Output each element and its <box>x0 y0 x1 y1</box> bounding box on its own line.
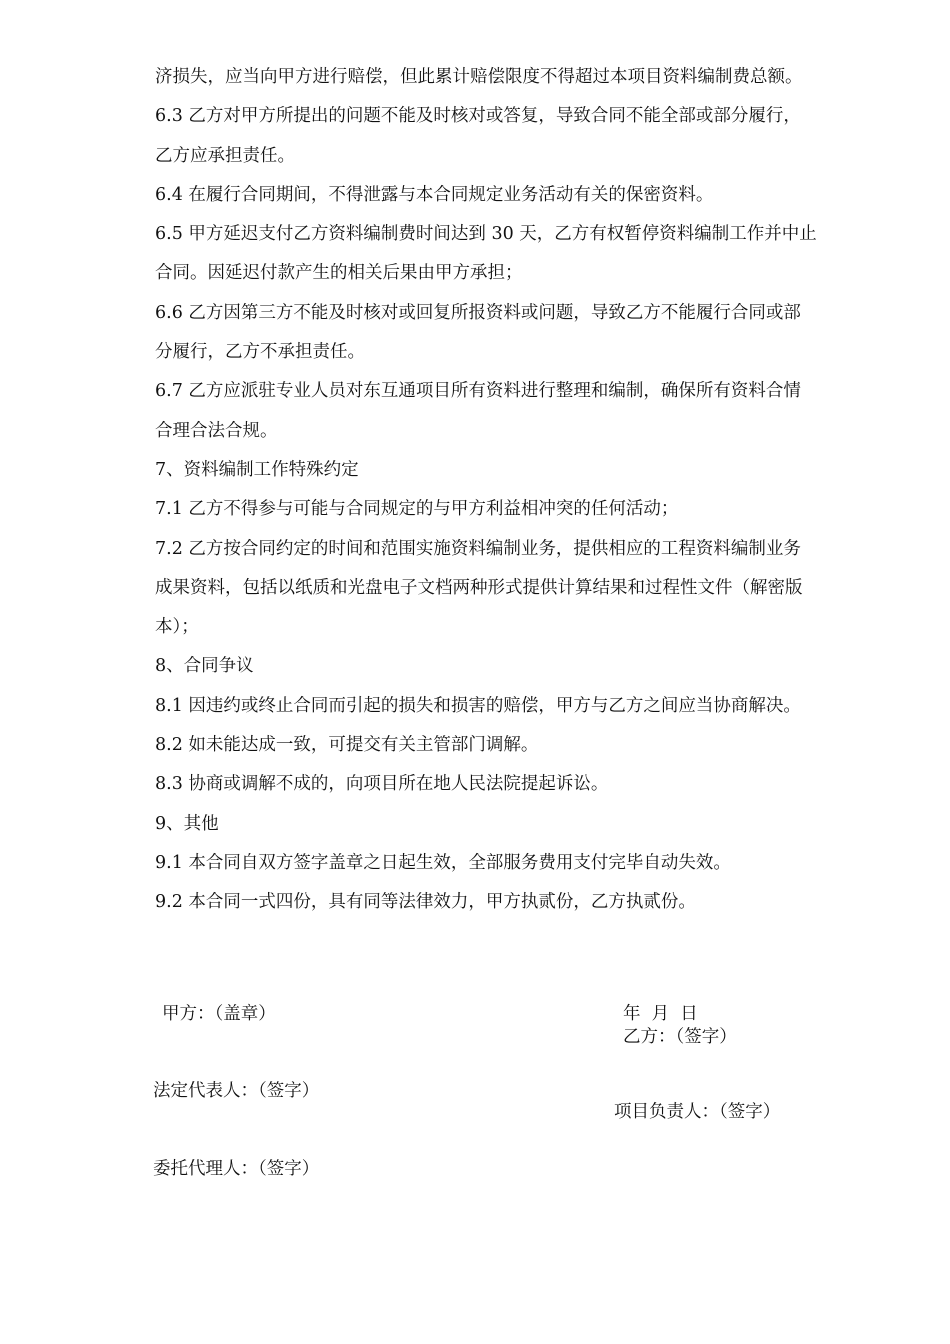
party-a-seal-label: 甲方：（盖章） <box>162 1004 276 1024</box>
clause-line: 成果资料，包括以纸质和光盘电子文档两种形式提供计算结果和过程性文件（解密版 <box>155 577 803 598</box>
clause-line: 6.6 乙方因第三方不能及时核对或回复所报资料或问题，导致乙方不能履行合同或部 <box>155 302 801 323</box>
clause-line: 7.1 乙方不得参与可能与合同规定的与甲方利益相冲突的任何活动； <box>155 499 679 520</box>
clause-line: 合理合法合规。 <box>155 420 278 441</box>
clause-line: 分履行，乙方不承担责任。 <box>155 342 365 363</box>
clause-line: 8.2 如未能达成一致，可提交有关主管部门调解。 <box>155 735 539 756</box>
clause-line: 9.2 本合同一式四份，具有同等法律效力，甲方执贰份，乙方执贰份。 <box>155 892 696 913</box>
clause-line: 6.7 乙方应派驻专业人员对东互通项目所有资料进行整理和编制，确保所有资料合情 <box>155 381 801 402</box>
date-label: 年 月 日 <box>623 1004 698 1024</box>
party-b-sign-label: 乙方：（签字） <box>623 1027 737 1047</box>
clause-line: 6.5 甲方延迟支付乙方资料编制费时间达到 30 天，乙方有权暂停资料编制工作并中止 <box>155 224 817 245</box>
section-heading: 9、其他 <box>155 813 219 834</box>
clause-line: 6.4 在履行合同期间，不得泄露与本合同规定业务活动有关的保密资料。 <box>155 184 714 205</box>
contract-body <box>155 58 875 923</box>
clause-line: 8.1 因违约或终止合同而引起的损失和损害的赔偿，甲方与乙方之间应当协商解决。 <box>155 695 801 716</box>
clause-line: 9.1 本合同自双方签字盖章之日起生效，全部服务费用支付完毕自动失效。 <box>155 852 731 873</box>
clause-line: 8.3 协商或调解不成的，向项目所在地人民法院提起诉讼。 <box>155 774 609 795</box>
project-lead-sign-label: 项目负责人：（签字） <box>614 1102 781 1122</box>
clause-line: 7.2 乙方按合同约定的时间和范围实施资料编制业务，提供相应的工程资料编制业务 <box>155 538 801 559</box>
section-heading: 8、合同争议 <box>155 656 254 677</box>
section-heading: 7、资料编制工作特殊约定 <box>155 459 359 480</box>
agent-sign-label: 委托代理人：（签字） <box>153 1159 320 1179</box>
clause-line: 合同。因延迟付款产生的相关后果由甲方承担； <box>155 263 523 284</box>
clause-line: 本）； <box>155 617 199 638</box>
clause-line: 6.3 乙方对甲方所提出的问题不能及时核对或答复，导致合同不能全部或部分履行， <box>155 106 801 127</box>
clause-line: 乙方应承担责任。 <box>155 145 295 166</box>
legal-rep-sign-label: 法定代表人：（签字） <box>153 1081 320 1101</box>
clause-line: 济损失，应当向甲方进行赔偿，但此累计赔偿限度不得超过本项目资料编制费总额。 <box>155 67 803 87</box>
